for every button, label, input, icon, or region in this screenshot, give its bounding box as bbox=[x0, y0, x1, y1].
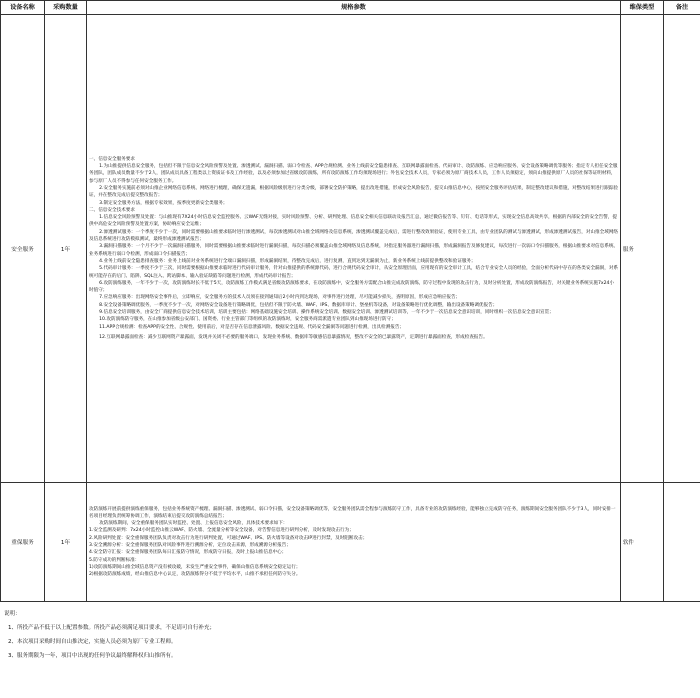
param-paragraph: 6.攻防演练服务，一年不少于一次，攻防演练时长不低于5天，攻防演练工作模式满足省级攻防演练要求，在攻防演练中，安全服务方需配合山推完成攻防演练，防守过程中发现的攻击行为，及时分析处置，形成攻防演练报告，对关键业务系统实施7x24小时值守； bbox=[89, 280, 615, 294]
note-item: 1、所投产品不低于以上配置参数。所投产品必须满足项目要求，不足请可自行补充； bbox=[8, 625, 216, 631]
row-type: 服务 bbox=[621, 15, 664, 483]
param-paragraph: 3.漏洞扫描服务：一个月不少于一次漏洞扫描服务，同时需要根据山推要求临时进行漏洞扫描，每次扫描必须覆盖山推全域网络及信息系统，对指定服务器进行漏洞扫描，形成漏洞报告及修复建议，每次进行一次弱口令扫描服务，根据山推要求对信息系统、业务系统进行弱口令检测，形成弱口令扫描报告； bbox=[89, 244, 619, 257]
table-row bbox=[1, 483, 700, 602]
header-name: 设备名称 bbox=[1, 1, 45, 15]
param-paragraph: 一、信息安全服务要求 bbox=[89, 156, 135, 162]
param-paragraph: 2)根据攻防演练成绩，经山推信息中心认定，攻防演练得分不低于平均水平，山推不承担任何防守失分。 bbox=[89, 572, 301, 578]
param-paragraph: 2.渗透测试服务：一个季度不少于一次，同时需要根据山推要求临时进行渗透测试，每次渗透测试对山推全域网络及信息系统，渗透测试覆盖完成后，需进行整改效果验证，使用专业工具，由专业团队的测试与渗透测试，形成渗透测试报告，对山推全域网络及信息系统进行攻防模拟测试，最终形成渗透测试报告； bbox=[89, 229, 619, 243]
param-paragraph: 1.为山推提供信息安全服务，包括但不限于信息安全风险预警及处置、渗透测试、漏洞扫描、弱口令检查、APP合规检测、业务上线前安全隐患排查、互联网暴露面检查、代码审计、攻防演练、应急响应服务、安全设备策略调优等服务；指定专人担任安全服务团队，团队成员数量不少于2人，团队成员具备工程类以上资质证书及工作经验，以及必须参加过省级攻防演练，所有攻防演练工作均须现场进行；外包安全技术人员，专家必须为原厂商技术人员，工作人员须稳定，须向山推提供原厂人员的社保等证明材料，参与原厂人员不得参与任何安全服务工作。 bbox=[89, 164, 618, 184]
header-type: 维保类型 bbox=[621, 1, 664, 15]
param-paragraph: 1.安全监测及研判：7x24小时监控山推云WAF、防火墙、全流量分析等安全设备，对告警信息进行研判分析，及时发现攻击行为； bbox=[89, 528, 354, 534]
param-paragraph: 4.安全防守汇报：安全重保服务团队每日汇报防守情况，形成防守日报，及时上报山推信息中心； bbox=[89, 550, 287, 556]
table-header-row bbox=[1, 1, 700, 15]
notes bbox=[4, 607, 694, 663]
note-item: 3、服务期限为一年，项目中出现的任何争议最终解释权归山推所有。 bbox=[8, 653, 177, 659]
row-params bbox=[87, 15, 621, 483]
row-params bbox=[87, 483, 621, 602]
param-paragraph: 11.APP合规检测：检查APP的安全性、合规性、使用前后，对是否存在信息泄露风险、数据安全违规、代码安全漏洞等问题进行检测，出具检测报告； bbox=[99, 324, 405, 330]
param-paragraph: 攻防演练开展前提供演练重保服务，包括业务系统资产梳理、漏洞扫描、渗透测试、弱口令扫描，安全设备策略调优等，安全服务团队需全程参与演练防守工作，具备专业的攻防演练经验，能够独立完成防守任务，演练期间安全服务团队不少于3人，同时安排一名项目经理负责统筹协调工作，演练结束后提交攻防演练总结报告； bbox=[89, 506, 616, 519]
param-paragraph: 4.业务上线前安全隐患排查服务：业务上线前对业务系统进行全端口漏洞扫描，形成漏洞结果，待整改完成后，进行复测，直到达到无漏洞为止，新业务系统上线前提供整改和验证服务； bbox=[99, 258, 476, 264]
param-paragraph: 7.应急响应服务：出现网络安全事件后，立即响应，安全服务方的技术人员须在接到通知后2小时内到达现场，对事件进行处理，尽可能减少损失，查明原因，形成应急响应报告； bbox=[99, 295, 461, 301]
row-remark bbox=[664, 15, 700, 483]
header-params: 规格参数 bbox=[87, 1, 621, 15]
param-paragraph: 2.风险研判处置：安全重保服务团队负责对攻击行为进行研判处置，可通过WAF、IPS、防火墙等设备对攻击IP进行封禁，及时阻断攻击； bbox=[89, 535, 368, 541]
param-paragraph: 二、信息安全技术要求 bbox=[89, 207, 135, 213]
param-paragraph: 9.信息安全培训服务，由安全厂商提供信息安全技术培训，培训主要包括：网络基础设施安全培训、操作系统安全培训、数据安全培训、渗透测试培训等，一年不少于一次信息安全意识培训，同时组织一次信息安全意识宣贯； bbox=[99, 310, 554, 316]
param-paragraph: 3.制定安全服务方法，根据专家效果，按季度更新安全类服务； bbox=[99, 200, 228, 206]
note-item: 2、本次项目采购时间自山推决定，实施人员必须为原厂专业工程师。 bbox=[8, 639, 177, 645]
row-qty: 1年 bbox=[45, 483, 87, 602]
param-paragraph: 2.安全服务实施前必须对山推企业网络信息系统、网络进行梳理，确保无遗漏，根据风险级别进行分类分级，部署安全防护策略，提出改进措施，形成安全风险报告，提交山推信息中心，按照安全服务评估结果，制定整改建议和措施，对整改结果进行跟踪验证，并在整改完成后提交整改报告； bbox=[89, 185, 619, 199]
row-name: 安全服务 bbox=[1, 15, 45, 483]
param-paragraph: 3.安全溯源分析：安全重保服务团队对风险事件进行溯源分析，定位攻击来源，形成溯源分析报告； bbox=[89, 543, 291, 548]
param-paragraph: 5.防守成功的判断标准： bbox=[89, 557, 140, 563]
row-qty: 1年 bbox=[45, 15, 87, 483]
param-paragraph: 1)攻防演练期间山推全域信息资产没有被攻破，未发生严重安全事件，确保山推信息系统安全稳定运行； bbox=[89, 564, 301, 570]
param-paragraph: 5.代码审计服务：一季度不少于三次，同时需要根据山推要求临时进行代码审计服务，针对山推提供的系统源代码，进行合规代码安全审计，从安全原理层面，应用现有的安全审计工具，结合专业安全人员的经验，全面分析代码中存在的各类安全漏洞，对系统可能存在的后门、陷阱、SQL注入、跨站脚本、输入验证缺陷等问题进行检测，形成代码审计报告； bbox=[89, 266, 619, 279]
table-row bbox=[1, 15, 700, 483]
header-qty: 采购数量 bbox=[45, 1, 87, 15]
row-type: 软件 bbox=[621, 483, 664, 602]
param-paragraph: 12.互联网暴露面检查：减少互联网资产暴露面，发现并关闭不必要的服务端口，发现业务系统、数据库等敏感信息暴露情况，整改不安全的已暴露资产，定期进行暴露面检查，形成检查报告。 bbox=[99, 334, 488, 340]
param-paragraph: 8.安全设备策略调优服务，一季度不少于一次，对网络安全设备进行策略调优，包括但不限于防火墙、WAF、IPS、数据库审计、堡垒机等设备，对设备策略进行优化调整，输出设备策略调优报告； bbox=[99, 302, 498, 308]
param-paragraph: 1.信息安全风险预警及处置：与山推现有7X24小时信息安全监控服务、云WAF无缝对接，实时风险预警、分析、研判处理、信息安全相关信息联动及报告汇总，通过微信报告等、钉钉、电话等形式，实现安全信息高效共享，根据的内部安全的安全告警，提供中高危安全风险预警及处置方案，协助响应安全运维； bbox=[89, 215, 618, 228]
param-paragraph: 10.攻防演练防守服务，在山推参加省级公安部门、国资委、行业主管部门等组织的攻防演练时，安全服务商需派遣专业团队到山推现场进行防守； bbox=[99, 317, 396, 323]
param-paragraph: 攻防演练期间，安全重保服务团队实时监控、处置、上报信息安全风险，具体技术要求如下： bbox=[99, 521, 288, 527]
header-remark: 备注 bbox=[664, 1, 700, 15]
notes-heading: 说明： bbox=[4, 611, 21, 617]
row-remark bbox=[664, 483, 700, 602]
row-name: 重保服务 bbox=[1, 483, 45, 602]
